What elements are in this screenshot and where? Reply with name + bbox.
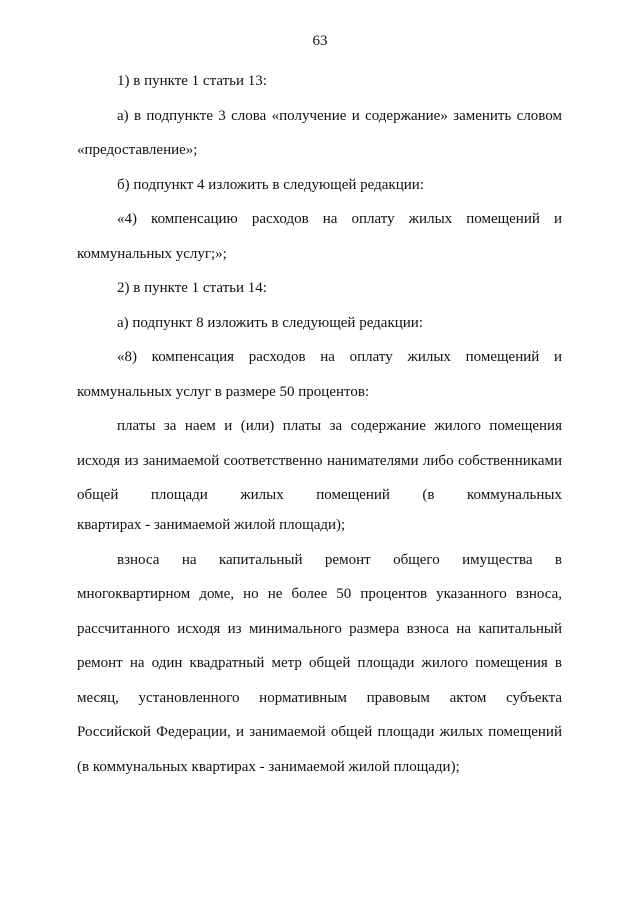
text-line: 1) в пункте 1 статьи 13:: [117, 73, 267, 89]
text-line: б) подпункт 4 изложить в следующей редакции:: [117, 176, 424, 193]
text-line: месяц, установленного нормативным правовым актом субъекта: [77, 689, 562, 706]
text-line: ремонт на один квадратный метр общей площади жилого помещения в: [77, 655, 562, 671]
text-line: 2) в пункте 1 статьи 14:: [117, 280, 267, 296]
text-line: многоквартирном доме, но не более 50 процентов указанного взноса,: [77, 586, 562, 602]
text-line: квартирах - занимаемой жилой площади);: [77, 516, 346, 533]
text-line: а) в подпункте 3 слова «получение и содержание» заменить словом: [117, 107, 562, 124]
text-line: (в коммунальных квартирах - занимаемой жилой площади);: [77, 758, 460, 775]
text-line: коммунальных услуг;»;: [77, 245, 227, 262]
text-line: «предоставление»;: [77, 142, 198, 158]
text-line: а) подпункт 8 изложить в следующей редакции:: [117, 314, 423, 331]
text-line: платы за наем и (или) платы за содержание жилого помещения: [117, 418, 562, 434]
text-line: взноса на капитальный ремонт общего имущества в: [117, 551, 562, 568]
text-line: коммунальных услуг в размере 50 процентов:: [77, 383, 370, 400]
text-line: рассчитанного исходя из минимального размера взноса на капитальный: [77, 620, 562, 637]
text-line: «8) компенсация расходов на оплату жилых помещений и: [117, 349, 562, 365]
document-body: [77, 64, 562, 784]
page-number: 63: [312, 33, 328, 49]
text-line: Российской Федерации, и занимаемой общей площади жилых помещений: [77, 724, 562, 740]
text-line: исходя из занимаемой соответственно нанимателями либо собственниками: [77, 452, 562, 469]
text-line: «4) компенсацию расходов на оплату жилых помещений и: [117, 211, 562, 227]
text-line: общей площади жилых помещений (в коммунальных: [77, 487, 562, 503]
